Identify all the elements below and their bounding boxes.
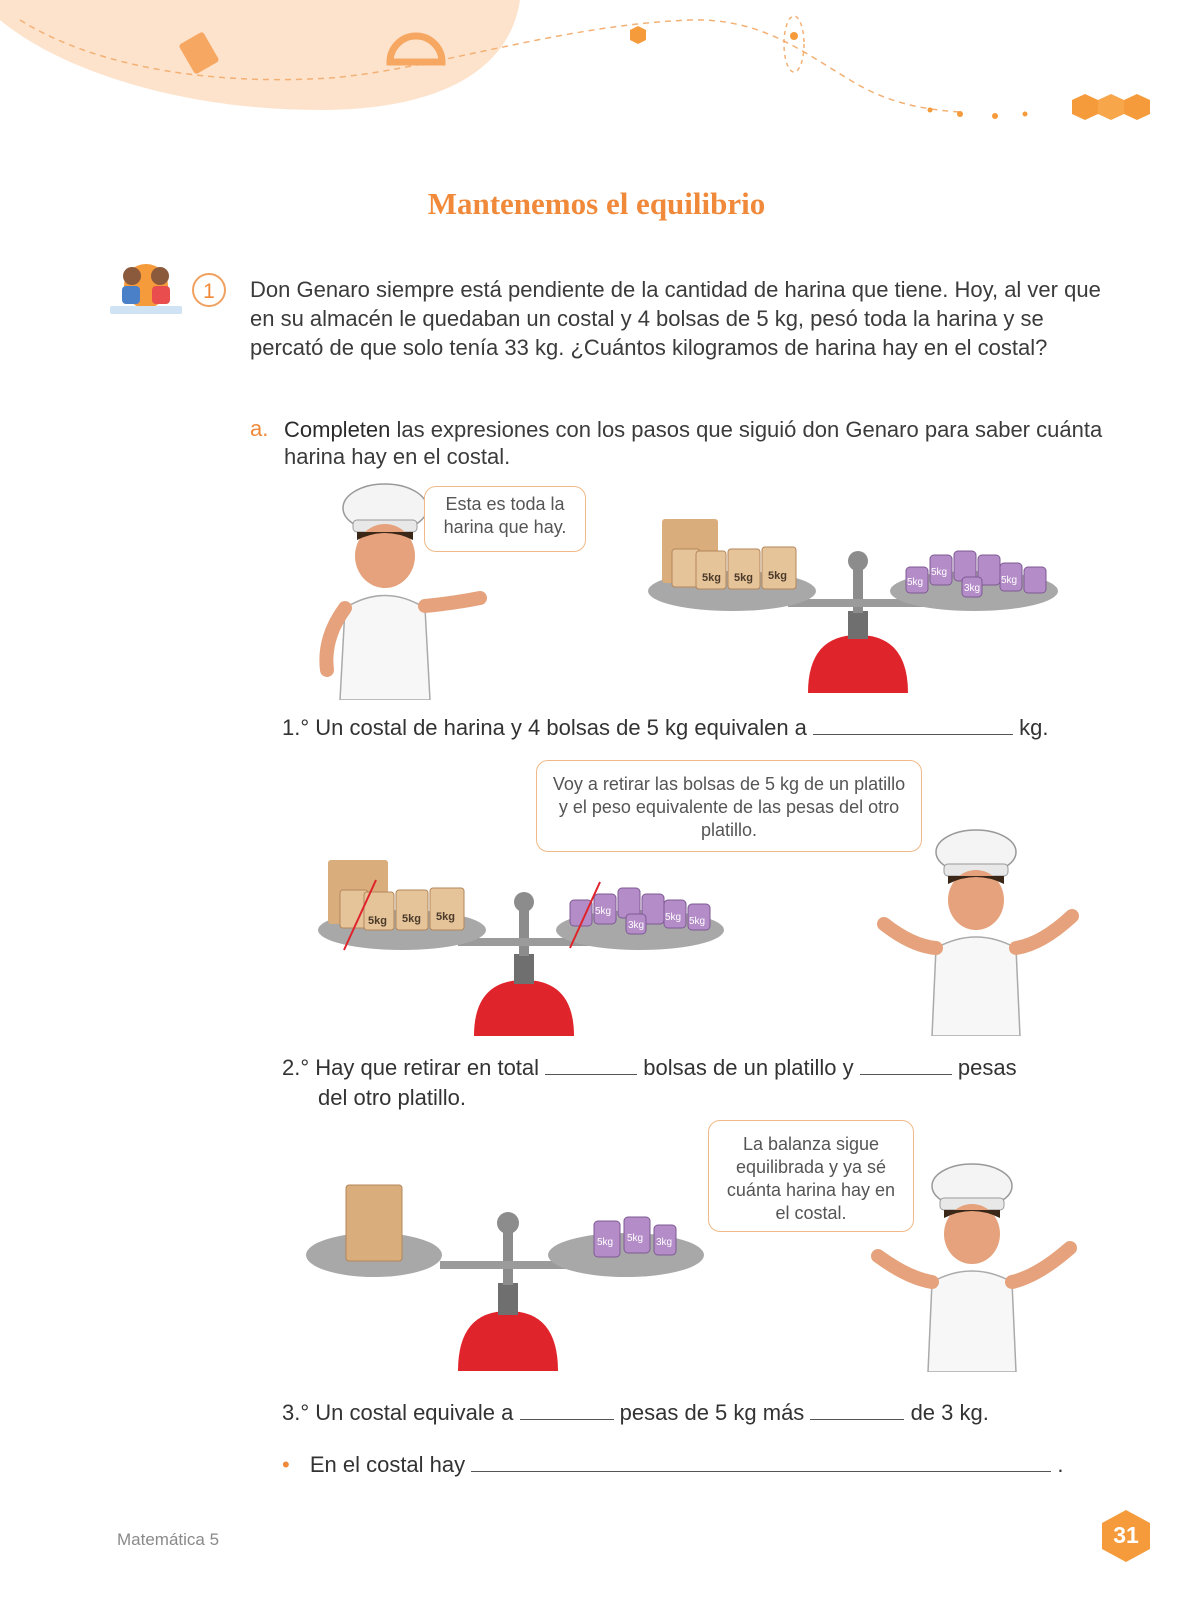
balance-scale-3: [306, 1183, 710, 1371]
baker-figure: [868, 1160, 1084, 1372]
instruction-keyword: Completen: [284, 417, 391, 442]
bag-label: 5kg: [436, 911, 455, 923]
balance-scale-1: [648, 515, 1060, 693]
step-2-text-a: 2.° Hay que retirar en total: [282, 1055, 540, 1080]
step-2-weights-blank[interactable]: [860, 1054, 952, 1075]
bag-label: 5kg: [402, 913, 421, 925]
final-answer-line: [282, 1450, 1082, 1480]
page-number-badge: [1098, 1508, 1154, 1564]
step-2-text-b: bolsas de un platillo y: [643, 1055, 854, 1080]
step-3-text-a: 3.° Un costal equivale a: [282, 1400, 514, 1425]
final-answer-blank[interactable]: [471, 1451, 1051, 1472]
page-number: 31: [1113, 1522, 1139, 1548]
bag-label: 5kg: [702, 572, 721, 584]
problem-number: 1: [192, 273, 226, 307]
weight-label: 5kg: [627, 1233, 644, 1244]
weight-label: 5kg: [1001, 575, 1018, 586]
step-3: [282, 1398, 1082, 1428]
step-3-text-c: de 3 kg.: [910, 1400, 989, 1425]
step-2-text-c: pesas: [957, 1055, 1017, 1080]
step-1-text: 1.° Un costal de harina y 4 bolsas de 5 kg equivalen a: [282, 715, 807, 740]
weight-label: 5kg: [595, 906, 612, 917]
weight-label: 5kg: [931, 567, 948, 578]
weight-label: 5kg: [689, 916, 706, 927]
weight-label: 5kg: [907, 577, 924, 588]
step-3-five-kg-blank[interactable]: [520, 1399, 614, 1420]
bullet: •: [282, 1452, 290, 1477]
bag-label: 5kg: [734, 572, 753, 584]
bag-label: 5kg: [768, 570, 787, 582]
weight-label: 3kg: [656, 1237, 673, 1248]
instruction-text: las expresiones con los pasos que siguió don Genaro para saber cuánta harina hay en el costal.: [284, 417, 1103, 469]
cubes-icon: [1072, 94, 1150, 120]
step-1: [282, 713, 1082, 743]
balance-scale-2: [318, 858, 728, 1036]
weight-label: 3kg: [964, 583, 981, 594]
final-answer-text: En el costal hay: [309, 1452, 466, 1477]
weight-label: 5kg: [597, 1237, 614, 1248]
book-title: Matemática 5: [117, 1530, 220, 1549]
step-2-bags-blank[interactable]: [545, 1054, 637, 1075]
step-3-text-b: pesas de 5 kg más: [619, 1400, 805, 1425]
weight-label: 5kg: [665, 912, 682, 923]
weight-label: 3kg: [628, 920, 645, 931]
problem-statement: Don Genaro siempre está pendiente de la cantidad de harina que tiene. Hoy, al ver que en su almacén le quedaban un costal y 4 bolsas de 5 kg, pesó toda la harina y se percató de que solo tenía 33 kg. ¿Cuántos kilogramos de harina hay en el costal?: [250, 277, 1101, 360]
step-2-continuation: del otro platillo.: [318, 1085, 466, 1110]
part-instruction: [284, 416, 1104, 470]
bag-label: 5kg: [368, 915, 387, 927]
step-2: [282, 1053, 1082, 1083]
part-letter: a.: [250, 416, 269, 441]
final-answer-period: .: [1057, 1452, 1064, 1477]
step-1-unit: kg.: [1019, 715, 1049, 740]
header-decoration: [0, 0, 1193, 140]
cube-icon: [630, 26, 646, 44]
speech-bubble-3: La balanza sigue equilibrada y ya sé cuánta harina hay en el costal.: [708, 1120, 914, 1232]
team-work-icon: [106, 256, 186, 322]
step-1-answer-blank[interactable]: [813, 714, 1013, 735]
page-title: Mantenemos el equilibrio: [427, 186, 766, 221]
step-3-three-kg-blank[interactable]: [810, 1399, 904, 1420]
speech-bubble-2: Voy a retirar las bolsas de 5 kg de un platillo y el peso equivalente de las pesas del otro platillo.: [536, 760, 922, 852]
speech-bubble-1: Esta es toda la harina que hay.: [424, 486, 586, 552]
baker-figure: [872, 826, 1090, 1036]
